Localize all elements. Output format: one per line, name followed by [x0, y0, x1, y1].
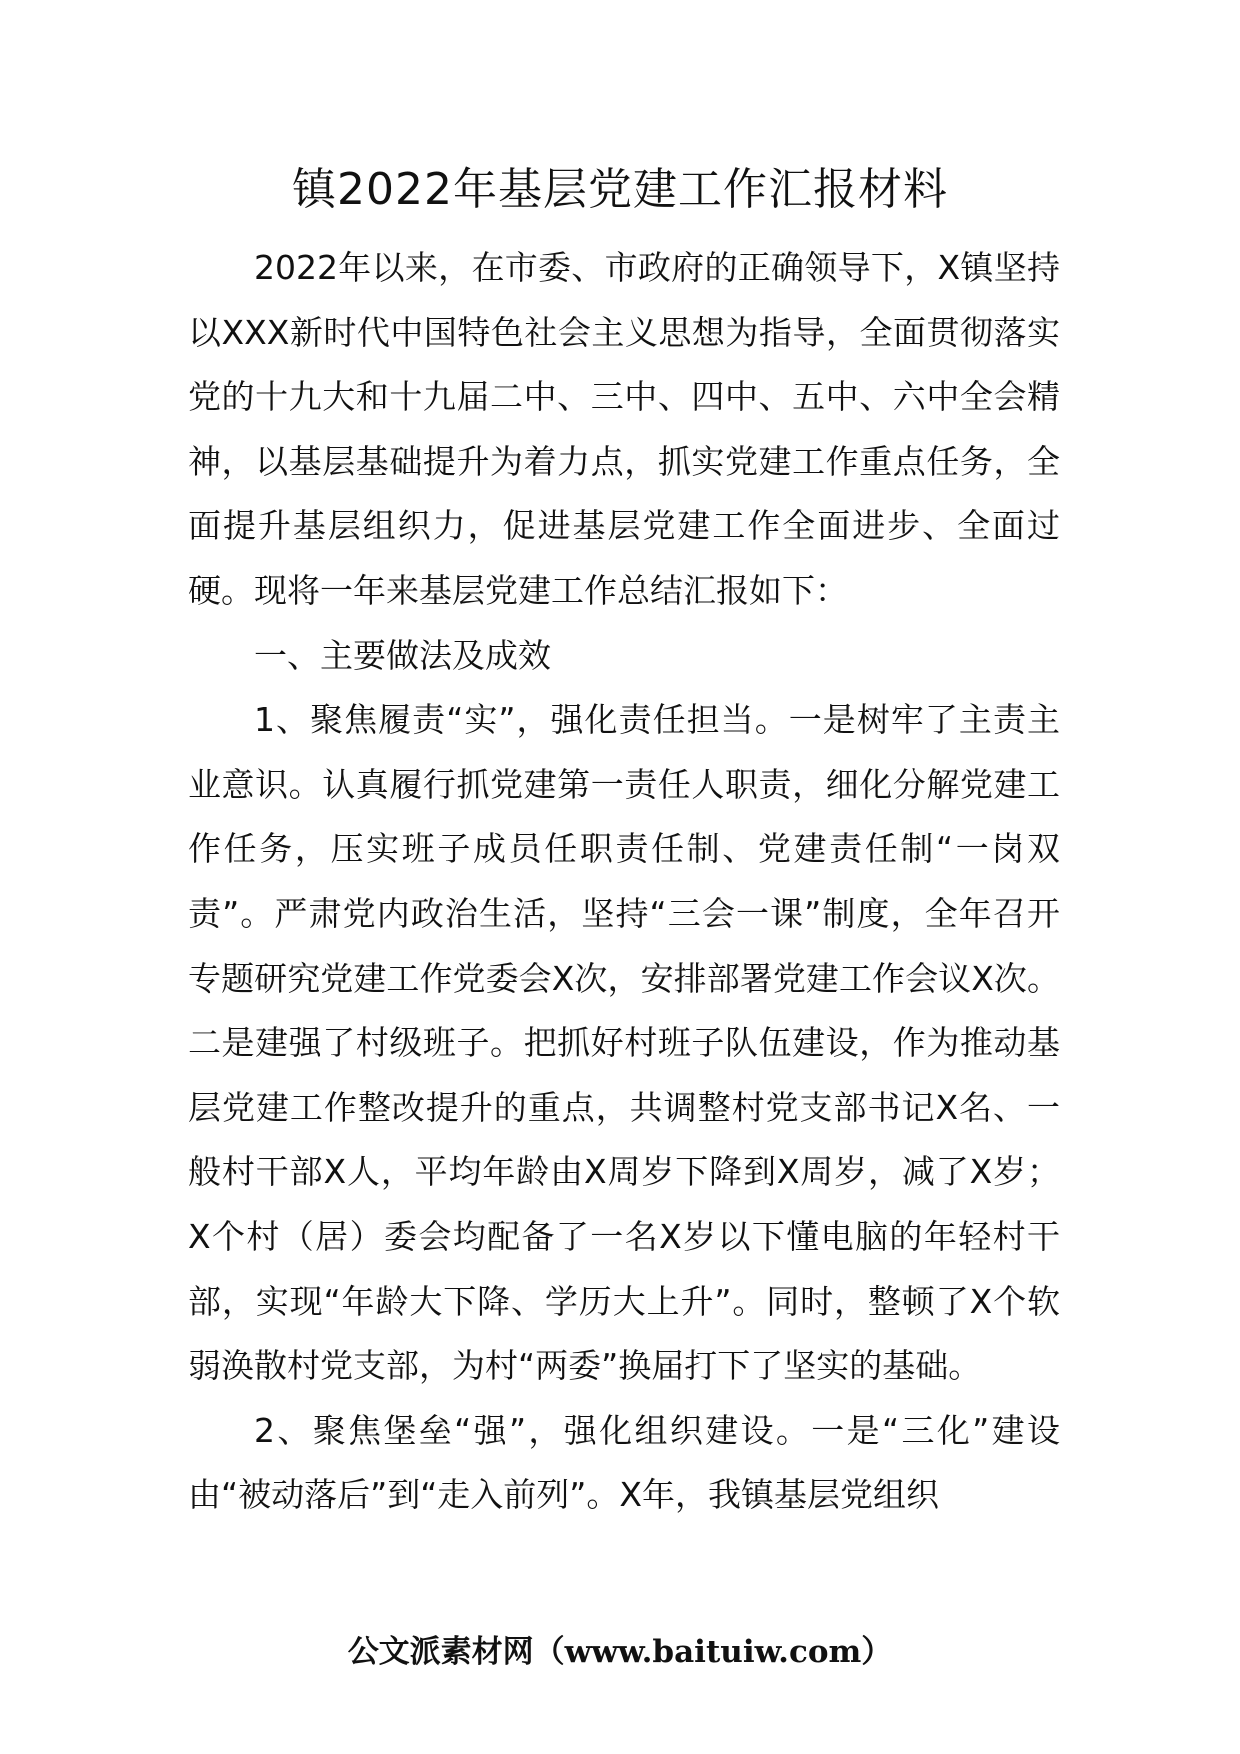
- document-body: [188, 236, 1060, 1528]
- document-title: 镇2022年基层党建工作汇报材料: [292, 164, 948, 215]
- body-paragraph: 2、聚焦堡垒“强”，强化组织建设。一是“三化”建设由“被动落后”到“走入前列”。X年，我镇基层党组织: [188, 1410, 1060, 1515]
- body-paragraph: 1、聚焦履责“实”，强化责任担当。一是树牢了主责主业意识。认真履行抓党建第一责任人职责，细化分解党建工作任务，压实班子成员任职责任制、党建责任制“一岗双责”。严肃党内政治生活，坚持“三会一课”制度，全年召开专题研究党建工作党委会X次，安排部署党建工作会议X次。二是建强了村级班子。把抓好村班子队伍建设，作为推动基层党建工作整改提升的重点，共调整村党支部书记X名、一般村干部X人，平均年龄由X周岁下降到X周岁，减了X岁；X个村（居）委会均配备了一名X岁以下懂电脑的年轻村干部，实现“年龄大下降、学历大上升”。同时，整顿了X个软弱涣散村党支部，为村“两委”换届打下了坚实的基础。: [188, 700, 1060, 1386]
- section-heading: 一、主要做法及成效: [254, 635, 551, 675]
- intro-paragraph: 2022年以来，在市委、市政府的正确领导下，X镇坚持以XXX新时代中国特色社会主义思想为指导，全面贯彻落实党的十九大和十九届二中、三中、四中、五中、六中全会精神，以基层基础提升为着力点，抓实党建工作重点任务，全面提升基层组织力，促进基层党建工作全面进步、全面过硬。现将一年来基层党建工作总结汇报如下：: [188, 248, 1060, 610]
- footer-watermark: 公文派素材网（www.baituiw.com）: [347, 1634, 893, 1670]
